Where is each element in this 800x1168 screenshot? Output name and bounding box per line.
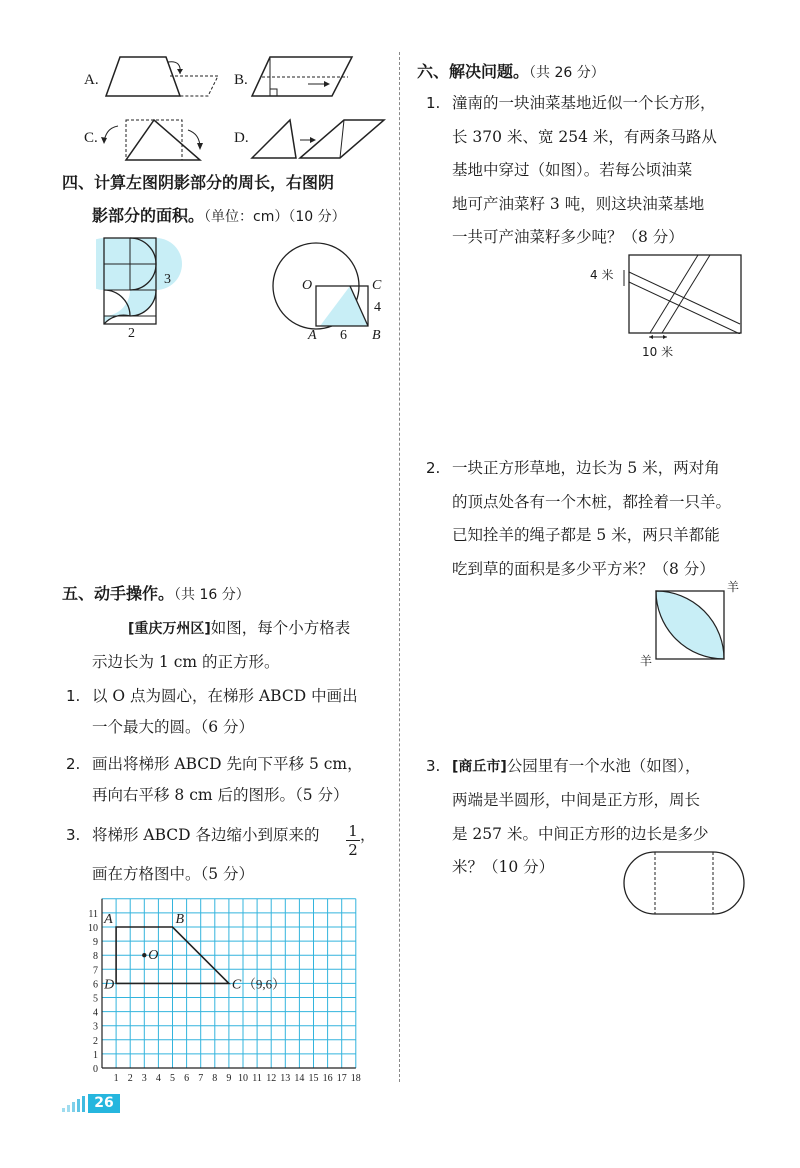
r-q1-line: 一共可产油菜籽多少吨？（8 分）: [452, 228, 684, 246]
s5-q2-line2: 再向右平移 8 cm 后的图形。（5 分）: [92, 786, 349, 804]
x-tick-label: 16: [322, 1073, 333, 1084]
section4-left-bottom-label: 2: [128, 326, 135, 341]
y-tick-label: 9: [93, 937, 98, 949]
r-q2-line: 已知拴羊的绳子都是 5 米，两只羊都能: [452, 526, 720, 544]
road-10m-arrow: [648, 332, 668, 342]
y-tick-label: 7: [93, 965, 98, 977]
r-q3-region-tag: [商丘市]: [452, 759, 507, 775]
r-q3-line: 米？（10 分）: [452, 858, 555, 876]
r-q3-line1: 公园里有一个水池（如图），: [506, 757, 701, 775]
x-tick-label: 10: [238, 1073, 248, 1084]
column-divider: [399, 52, 400, 1082]
y-tick-label: 2: [93, 1035, 98, 1047]
section6-title: 六、解决问题。: [417, 62, 530, 81]
section4-right-b: B: [372, 328, 381, 343]
s5-q2-line1: 画出将梯形 ABCD 先向下平移 5 cm，: [92, 755, 363, 773]
x-tick-label: 15: [308, 1073, 319, 1084]
x-tick-label: 5: [170, 1073, 175, 1084]
r-q2-number: 2.: [426, 459, 441, 477]
section4-title: 四、计算左图阴影部分的周长，右图阴: [62, 173, 335, 192]
option-d-label: D.: [234, 130, 249, 146]
y-tick-label: 4: [93, 1007, 98, 1019]
s5-q3-number: 3.: [66, 826, 81, 844]
x-tick-label: 8: [212, 1073, 218, 1084]
s5-q3-line1: 将梯形 ABCD 各边缩小到原来的: [92, 826, 320, 844]
r-q1-text: [452, 87, 717, 255]
x-tick-label: 17: [336, 1073, 347, 1084]
r-q1-line: 基地中穿过（如图）。若每公顷油菜: [452, 161, 693, 179]
section4-right-o: O: [302, 278, 313, 293]
option-a-label: A.: [84, 72, 99, 88]
road-width-4m-label: 4 米: [590, 268, 614, 282]
s5-q3-line2: 画在方格图中。（5 分）: [92, 865, 255, 883]
section5-region-tag: [重庆万州区]: [128, 621, 211, 637]
fraction-denominator: 2: [348, 841, 358, 859]
option-d-figure: [248, 114, 388, 164]
vertex-d-label: D: [104, 977, 115, 993]
x-tick-label: 4: [155, 1073, 161, 1084]
section4-right-6: 6: [340, 328, 347, 343]
x-tick-label: 12: [266, 1073, 277, 1084]
pond-figure: [622, 850, 746, 916]
section5-intro-line1: 如图，每个小方格表: [210, 619, 351, 637]
r-q1-line: 长 370 米、宽 254 米，有两条马路从: [452, 127, 717, 146]
point-o-label: O: [148, 948, 159, 964]
option-b-figure: [248, 52, 368, 102]
section4-right-4: 4: [374, 300, 381, 315]
section4-left-figure: [96, 232, 196, 344]
s5-q3-comma: ，: [360, 826, 376, 844]
y-tick-label: 11: [88, 908, 98, 920]
x-tick-label: 11: [252, 1073, 262, 1084]
s5-q1-number: 1.: [66, 687, 81, 705]
r-q1-line: 潼南的一块油菜基地近似一个长方形，: [452, 94, 716, 112]
y-tick-label: 3: [93, 1021, 98, 1033]
y-tick-label: 1: [93, 1049, 98, 1061]
s5-q1-line1: 以 O 点为圆心，在梯形 ABCD 中画出: [92, 687, 358, 705]
section5-title: 五、动手操作。: [62, 584, 175, 603]
origin-label: 0: [93, 1064, 98, 1075]
y-tick-label: 10: [88, 923, 98, 934]
x-tick-label: 13: [280, 1073, 291, 1084]
r-q1-line: 地可产油菜籽 3 吨，则这块油菜基地: [452, 194, 705, 213]
road-width-10m-label: 10 米: [642, 345, 674, 359]
point-o: [142, 953, 146, 957]
section5-intro-line2: 示边长为 1 cm 的正方形。: [92, 653, 280, 671]
section4-unit-note: （单位：cm）（10 分）: [204, 209, 346, 225]
section4-left-side-label: 3: [164, 272, 171, 287]
option-b-label: B.: [234, 72, 248, 88]
x-tick-label: 6: [184, 1073, 190, 1084]
x-tick-label: 14: [294, 1073, 305, 1084]
coordinate-grid: [74, 896, 374, 1086]
vertex-c-label: C: [231, 977, 242, 993]
sheep-bottom-label: 羊: [640, 654, 653, 668]
page-number: 26: [94, 1095, 114, 1111]
grass-square-figure: [655, 590, 725, 660]
section4-right-c: C: [372, 278, 382, 293]
vertex-b-label: B: [175, 912, 185, 927]
r-q2-line: 吃到草的面积是多少平方米？（8 分）: [452, 559, 715, 578]
y-tick-label: 5: [93, 993, 98, 1005]
r-q2-text: [452, 452, 731, 586]
s5-q2-number: 2.: [66, 755, 81, 773]
s5-q3-fraction: [346, 822, 360, 859]
section5-points: （共 16 分）: [174, 587, 250, 603]
x-tick-label: 3: [141, 1073, 147, 1084]
r-q1-number: 1.: [426, 94, 441, 112]
r-q3-line: 两端是半圆形，中间是正方形，周长: [452, 791, 701, 809]
section6-points: （共 26 分）: [529, 65, 605, 81]
section4-right-a: A: [308, 328, 317, 343]
r-q3-line: 是 257 米。中间正方形的边长是多少: [452, 824, 709, 843]
sheep-top-label: 羊: [727, 580, 740, 594]
y-tick-label: 6: [93, 979, 98, 991]
x-tick-label: 2: [127, 1073, 133, 1084]
y-tick-label: 8: [93, 951, 98, 963]
x-tick-label: 9: [226, 1073, 232, 1084]
fraction-numerator: 1: [346, 822, 360, 841]
vertex-a-label: A: [104, 912, 113, 927]
section4-title-cont: 影部分的面积。: [92, 206, 205, 225]
x-tick-label: 7: [198, 1073, 204, 1084]
x-tick-label: 1: [113, 1073, 119, 1084]
field-roads-figure: [628, 254, 742, 334]
r-q2-line: 一块正方形草地，边长为 5 米，两对角: [452, 459, 720, 477]
r-q3-number: 3.: [426, 757, 441, 775]
point-c-coordinate: （9,6）: [242, 976, 286, 992]
x-tick-label: 18: [350, 1073, 361, 1084]
page-number-badge: [60, 1092, 124, 1114]
s5-q1-line2: 一个最大的圆。（6 分）: [92, 718, 255, 736]
option-a-figure: [100, 52, 220, 102]
option-c-figure: [96, 112, 216, 164]
option-c-label: C.: [84, 130, 98, 146]
r-q2-line: 的顶点处各有一个木桩，都拴着一只羊。: [452, 492, 732, 511]
road-width-arrow: [618, 268, 630, 288]
